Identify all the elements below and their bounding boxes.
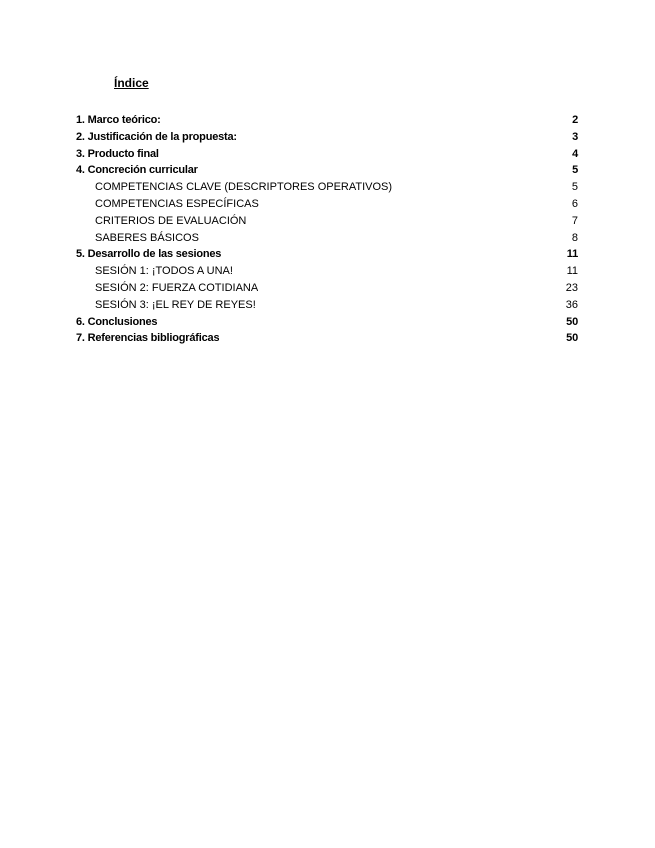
toc-entry-page: 2 — [572, 114, 578, 126]
toc-entry[interactable] — [76, 246, 578, 263]
toc-entry-label: 3. Producto final — [76, 147, 159, 160]
toc-subentry[interactable] — [76, 213, 578, 230]
toc-subentry[interactable] — [76, 179, 578, 196]
toc-subentry-page: 5 — [571, 181, 578, 194]
toc-entry-page: 50 — [566, 315, 578, 328]
toc-entry-page: 3 — [572, 130, 578, 143]
toc-subentry-label: SESIÓN 2: FUERZA COTIDIANA — [95, 281, 259, 294]
toc-subentry[interactable] — [76, 297, 578, 314]
toc-subentry-page: 23 — [565, 281, 578, 294]
toc-subentry-label: SABERES BÁSICOS — [95, 231, 199, 244]
toc-entry[interactable] — [76, 330, 578, 347]
toc-entry-label: 2. Justificación de la propuesta: — [76, 130, 237, 143]
toc-subentry-page: 11 — [566, 265, 578, 278]
toc-entry[interactable] — [76, 162, 578, 179]
toc-entry-page: 11 — [566, 248, 578, 261]
toc-entry-page: 4 — [572, 147, 578, 160]
toc-subentry-label: COMPETENCIAS ESPECÍFICAS — [95, 197, 259, 210]
toc-entry-page: 50 — [566, 332, 578, 345]
toc-subentry-page: 7 — [571, 214, 578, 227]
toc-subentry[interactable] — [76, 280, 578, 297]
toc-subentry-page: 6 — [571, 197, 578, 210]
toc-subentry[interactable] — [76, 230, 578, 247]
table-of-contents — [76, 112, 578, 347]
toc-entry[interactable] — [76, 129, 578, 146]
toc-entry[interactable] — [76, 112, 578, 129]
toc-subentry[interactable] — [76, 196, 578, 213]
toc-subentry-page: 36 — [565, 298, 578, 311]
toc-entry-label: 4. Concreción curricular — [76, 164, 198, 177]
toc-subentry[interactable] — [76, 263, 578, 280]
toc-heading: Índice — [114, 76, 149, 90]
toc-entry-label: 6. Conclusiones — [76, 315, 158, 328]
toc-subentry-label: SESIÓN 3: ¡EL REY DE REYES! — [95, 298, 256, 311]
toc-subentry-label: SESIÓN 1: ¡TODOS A UNA! — [95, 265, 233, 278]
toc-entry-label: 1. Marco teórico: — [76, 114, 161, 126]
toc-entry-label: 5. Desarrollo de las sesiones — [76, 248, 222, 261]
toc-entry-page: 5 — [572, 164, 578, 177]
toc-subentry-page: 8 — [571, 231, 578, 244]
toc-entry[interactable] — [76, 314, 578, 331]
toc-entry-label: 7. Referencias bibliográficas — [76, 332, 220, 345]
toc-subentry-label: COMPETENCIAS CLAVE (DESCRIPTORES OPERATIVOS) — [95, 181, 393, 194]
toc-subentry-label: CRITERIOS DE EVALUACIÓN — [95, 214, 247, 227]
toc-entry[interactable] — [76, 146, 578, 163]
